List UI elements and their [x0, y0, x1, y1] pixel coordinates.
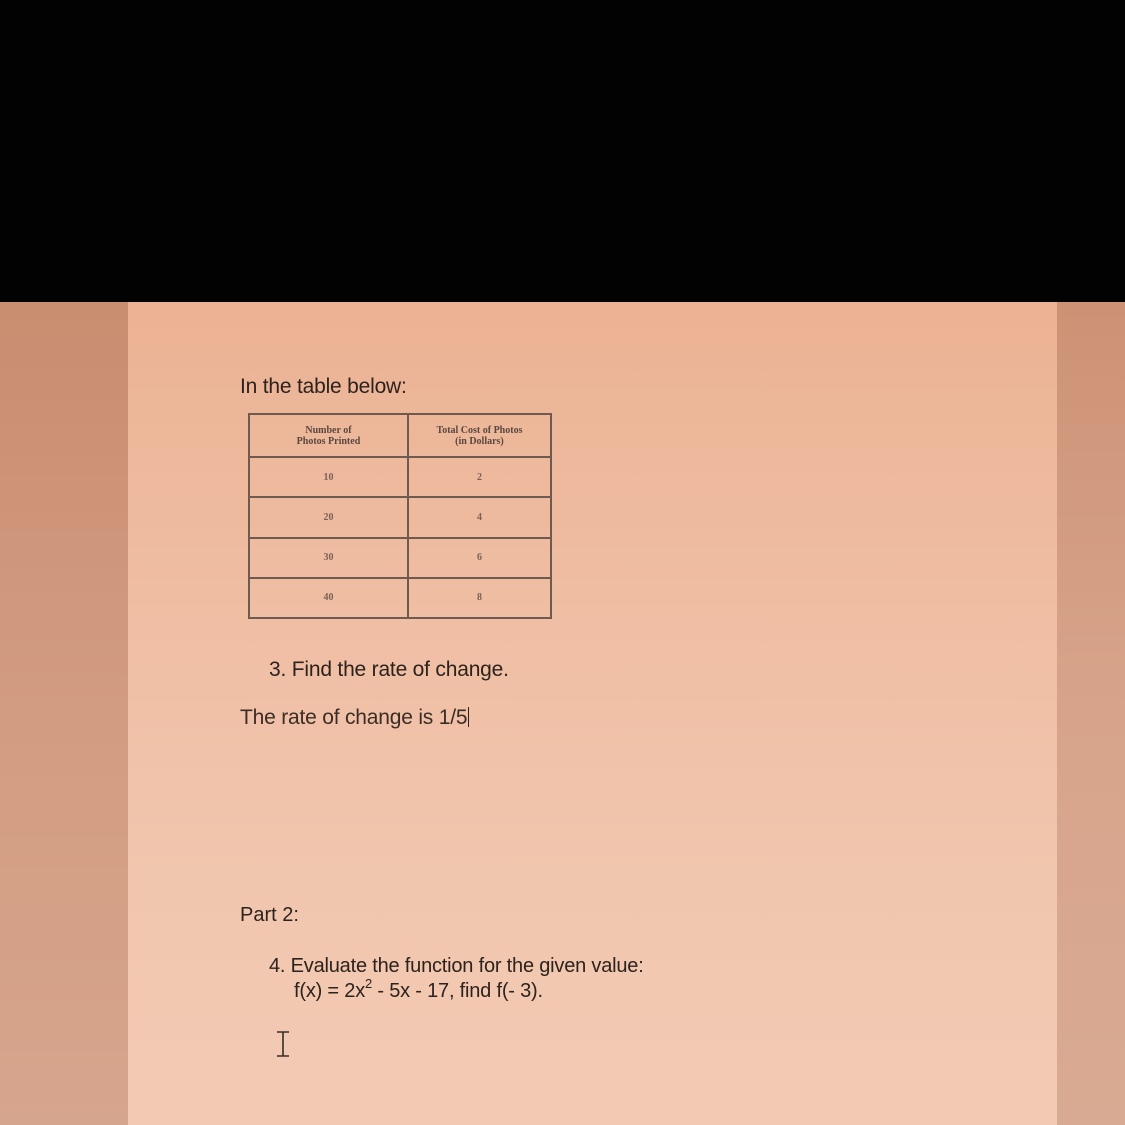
question-3: 3. Find the rate of change.	[269, 658, 509, 681]
answer-3-text[interactable]	[240, 706, 469, 730]
function-suffix: - 5x - 17, find f(- 3).	[372, 980, 543, 1002]
answer-3-value[interactable]: The rate of change is 1/5	[240, 706, 468, 729]
cell-photos: 30	[249, 538, 408, 578]
header-photos-printed	[249, 414, 408, 457]
header-line: Photos Printed	[296, 435, 361, 447]
header-line: (in Dollars)	[455, 435, 504, 447]
header-line: Total Cost of Photos	[436, 424, 523, 436]
cell-cost: 4	[408, 497, 551, 537]
cell-photos: 10	[249, 457, 408, 497]
table-row	[249, 578, 551, 618]
document-page[interactable]	[128, 302, 1057, 1125]
cell-cost: 6	[408, 538, 551, 578]
function-exponent: 2	[365, 976, 373, 991]
table-header-row	[249, 414, 551, 457]
intro-text: In the table below:	[240, 375, 407, 398]
question-4	[269, 954, 644, 1004]
text-caret	[468, 707, 469, 727]
table-row	[249, 538, 551, 578]
part-2-heading: Part 2:	[240, 904, 299, 926]
i-beam-cursor-icon	[275, 1030, 291, 1058]
left-margin-area	[0, 302, 128, 1125]
right-margin-area	[1057, 302, 1125, 1125]
cell-cost: 8	[408, 578, 551, 618]
table-row	[249, 457, 551, 497]
black-upper-area	[0, 0, 1125, 302]
function-expression	[269, 976, 644, 1004]
cell-cost: 2	[408, 457, 551, 497]
photo-cost-table	[248, 413, 552, 619]
header-line: Number of	[305, 424, 352, 436]
header-total-cost	[408, 414, 551, 457]
cell-photos: 40	[249, 578, 408, 618]
cell-photos: 20	[249, 497, 408, 537]
question-4-prompt: 4. Evaluate the function for the given value:	[269, 955, 644, 977]
function-prefix: f(x) = 2x	[294, 980, 365, 1002]
table-row	[249, 497, 551, 537]
